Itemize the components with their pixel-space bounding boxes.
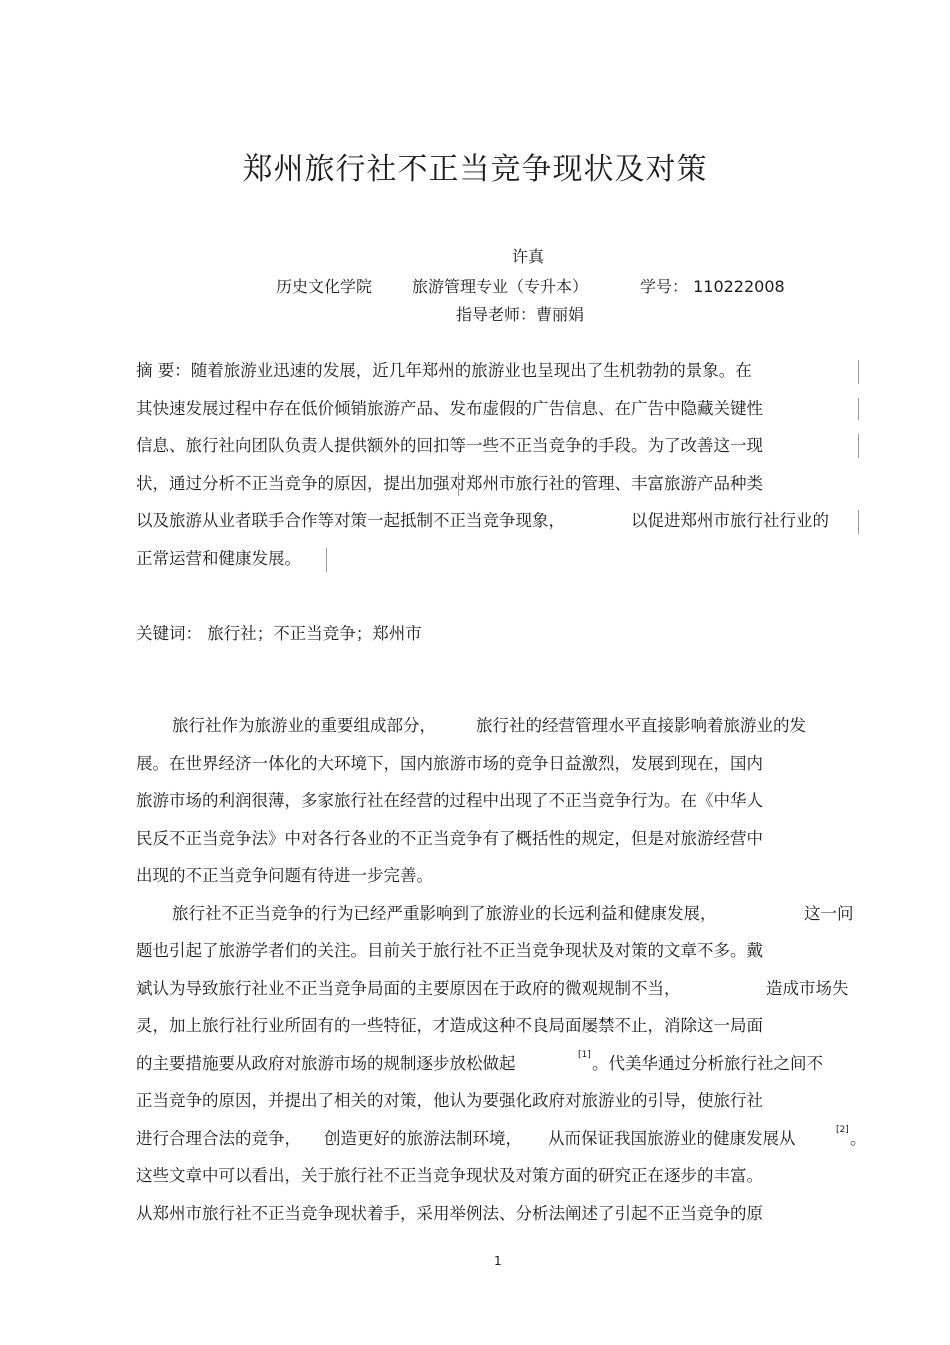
author-name: 许真 <box>512 247 545 266</box>
body-line: 。 <box>850 1129 867 1148</box>
margin-mark <box>458 472 459 496</box>
citation-ref: [1] <box>578 1050 591 1060</box>
body-line: 出现的不正当竞争问题有待进一步完善。 <box>136 866 433 885</box>
abstract-line: 摘 要：随着旅游业迅速的发展，近几年郑州的旅游业也呈现出了生机勃勃的景象。在 <box>136 361 752 380</box>
abstract-line: 状，通过分析不正当竞争的原因，提出加强对郑州市旅行社的管理、丰富旅游产品种类 <box>136 474 763 493</box>
body-line: 从郑州市旅行社不正当竞争现状着手，采用举例法、分析法阐述了引起不正当竞争的原 <box>136 1204 763 1223</box>
body-line: 正当竞争的原因，并提出了相关的对策，他认为要强化政府对旅游业的引导，使旅行社 <box>136 1091 763 1110</box>
body-line: 从而保证我国旅游业的健康发展从 <box>548 1129 796 1148</box>
citation-ref: [2] <box>836 1125 849 1135</box>
abstract-line: 其快速发展过程中存在低价倾销旅游产品、发布虚假的广告信息、在广告中隐藏关键性 <box>136 399 763 418</box>
student-id: 学号： 110222008 <box>640 277 785 296</box>
body-line: 旅行社的经营管理水平直接影响着旅游业的发 <box>476 716 806 735</box>
body-line: 民反不正当竞争法》中对各行各业的不正当竞争有了概括性的规定，但是对旅游经营中 <box>136 829 763 848</box>
author-college: 历史文化学院 <box>276 277 373 296</box>
body-line: 进行合理合法的竞争， <box>136 1129 301 1148</box>
body-line: 这一问 <box>804 904 854 923</box>
abstract-line: 以及旅游从业者联手合作等对策一起抵制不正当竞争现象， <box>136 511 565 530</box>
body-line: 的主要措施要从政府对旅游市场的规制逐步放松做起 <box>136 1054 516 1073</box>
body-line: 旅行社作为旅游业的重要组成部分， <box>172 716 436 735</box>
body-line: 题也引起了旅游学者们的关注。目前关于旅行社不正当竞争现状及对策的文章不多。戴 <box>136 941 763 960</box>
keywords: 关键词： 旅行社；不正当竞争；郑州市 <box>136 624 422 643</box>
body-line: 造成市场失 <box>766 979 849 998</box>
page-title: 郑州旅行社不正当竞争现状及对策 <box>242 152 708 187</box>
body-line: 灵，加上旅行社行业所固有的一些特征，才造成这种不良局面屡禁不止，消除这一局面 <box>136 1016 763 1035</box>
margin-mark <box>858 510 859 534</box>
abstract-line: 以促进郑州市旅行社行业的 <box>631 511 829 530</box>
margin-mark <box>858 360 859 384</box>
abstract-line: 信息、旅行社向团队负责人提供额外的回扣等一些不正当竞争的手段。为了改善这一现 <box>136 436 763 455</box>
body-line: 旅行社不正当竞争的行为已经严重影响到了旅游业的长远利益和健康发展， <box>172 904 717 923</box>
author-major: 旅游管理专业（专升本） <box>412 277 589 296</box>
margin-mark <box>858 398 859 420</box>
body-line: 旅游市场的利润很薄，多家旅行社在经营的过程中出现了不正当竞争行为。在《中华人 <box>136 791 763 810</box>
abstract-line: 正常运营和健康发展。 <box>136 549 301 568</box>
margin-mark <box>326 548 327 572</box>
body-line: 展。在世界经济一体化的大环境下，国内旅游市场的竞争日益激烈，发展到现在，国内 <box>136 754 763 773</box>
page-number: 1 <box>494 1254 502 1268</box>
body-line: 创造更好的旅游法制环境， <box>324 1129 522 1148</box>
body-line: 这些文章中可以看出，关于旅行社不正当竞争现状及对策方面的研究正在逐步的丰富。 <box>136 1166 763 1185</box>
body-line: 斌认为导致旅行社业不正当竞争局面的主要原因在于政府的微观规制不当， <box>136 979 681 998</box>
margin-mark <box>858 434 859 458</box>
advisor: 指导老师：曹丽娟 <box>456 305 585 324</box>
body-line: 。代美华通过分析旅行社之间不 <box>592 1054 823 1073</box>
